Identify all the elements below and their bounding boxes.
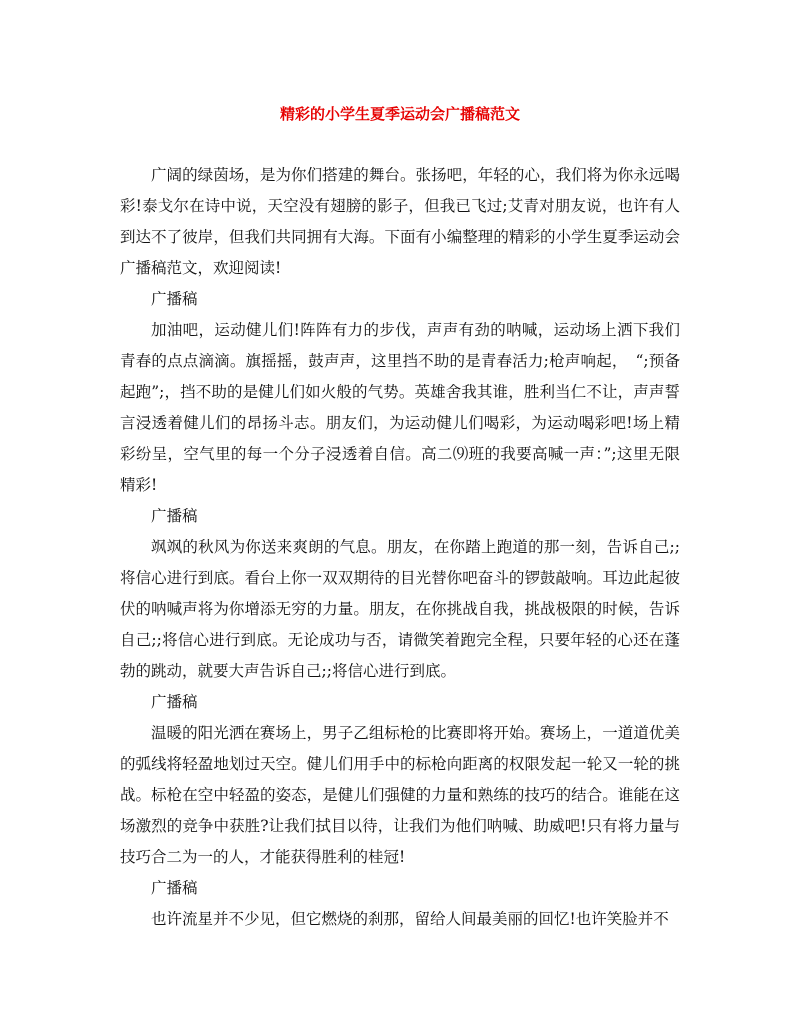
section-heading: 广播稿: [151, 507, 198, 525]
section-heading: 广播稿: [151, 693, 198, 711]
broadcast-paragraph: 飒飒的秋风为你送来爽朗的气息。朋友，在你踏上跑道的那一刻，告诉自己;;将信心进行到底。看台上你一双双期待的目光替你吧奋斗的锣鼓敲响。耳边此起彼伏的呐喊声将为你增添无穷的力量。朋友，在你挑战自我，挑战极限的时候，告诉自己;;将信心进行到底。无论成功与否，请微笑着跑完全程，只要年轻的心还在蓬勃的跳动，就要大声告诉自己;;将信心进行到底。: [120, 538, 680, 680]
document-body: [120, 160, 680, 935]
broadcast-paragraph: 加油吧，运动健儿们!阵阵有力的步伐，声声有劲的呐喊，运动场上洒下我们青春的点点滴滴。旗摇摇，鼓声声，这里挡不助的是青春活力;枪声响起， “;预备起跑”;，挡不助的是健儿们如火般的气势。英雄舍我其谁，胜利当仁不让，声声誓言浸透着健儿们的昂扬斗志。朋友们，为运动健儿们喝彩，为运动喝彩吧!场上精彩纷呈，空气里的每一个分子浸透着自信。高二⑼班的我要高喊一声：”;这里无限精彩!: [120, 321, 680, 494]
broadcast-paragraph: 温暖的阳光洒在赛场上，男子乙组标枪的比赛即将开始。赛场上，一道道优美的弧线将轻盈地划过天空。健儿们用手中的标枪向距离的权限发起一轮又一轮的挑战。标枪在空中轻盈的姿态，是健儿们强健的力量和熟练的技巧的结合。谁能在这场激烈的竞争中获胜?让我们拭目以待，让我们为他们呐喊、助威吧!只有将力量与技巧合二为一的人，才能获得胜利的桂冠!: [120, 724, 680, 866]
broadcast-paragraph: 也许流星并不少见，但它燃烧的刹那，留给人间最美丽的回忆!也许笑脸并不: [151, 910, 669, 928]
section-heading: 广播稿: [151, 879, 198, 897]
section-heading: 广播稿: [151, 290, 198, 308]
document-title: 精彩的小学生夏季运动会广播稿范文: [279, 105, 520, 123]
intro-paragraph: 广阔的绿茵场，是为你们搭建的舞台。张扬吧，年轻的心，我们将为你永远喝彩!泰戈尔在诗中说，天空没有翅膀的影子，但我已飞过;艾青对朋友说，也许有人到达不了彼岸，但我们共同拥有大海。下面有小编整理的精彩的小学生夏季运动会广播稿范文，欢迎阅读!: [120, 166, 680, 277]
